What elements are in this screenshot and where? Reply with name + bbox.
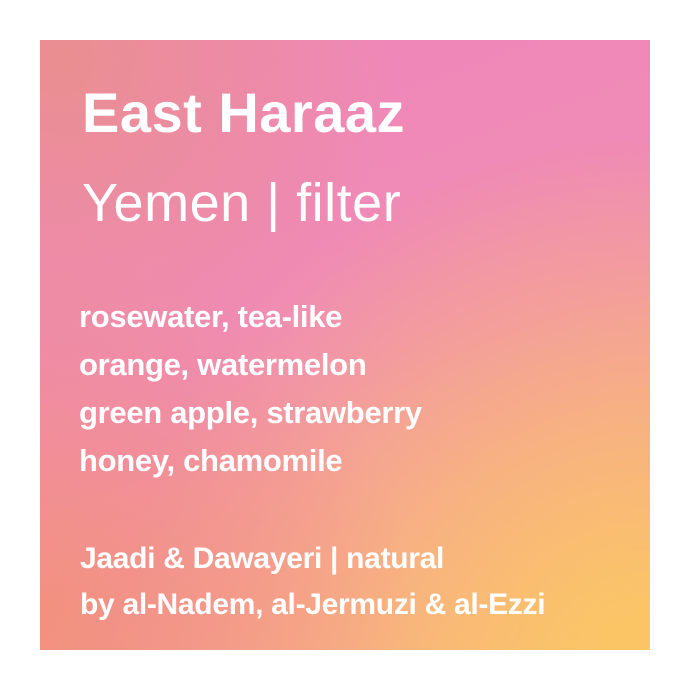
flavor-note-line: rosewater, tea-like [79,299,343,334]
producers-line: by al-Nadem, al-Jermuzi & al-Ezzi [80,588,546,621]
flavor-note-line: orange, watermelon [79,347,367,382]
flavor-note-line: green apple, strawberry [79,395,422,430]
coffee-label-card [40,40,650,650]
origin-roast-subtitle: Yemen | filter [82,173,402,233]
process-line: Jaadi & Dawayeri | natural [80,542,445,575]
lot-info-block [80,536,545,628]
coffee-name-title: East Haraaz [82,81,406,144]
flavor-note-line: honey, chamomile [79,443,343,478]
flavor-notes-list [79,293,422,485]
